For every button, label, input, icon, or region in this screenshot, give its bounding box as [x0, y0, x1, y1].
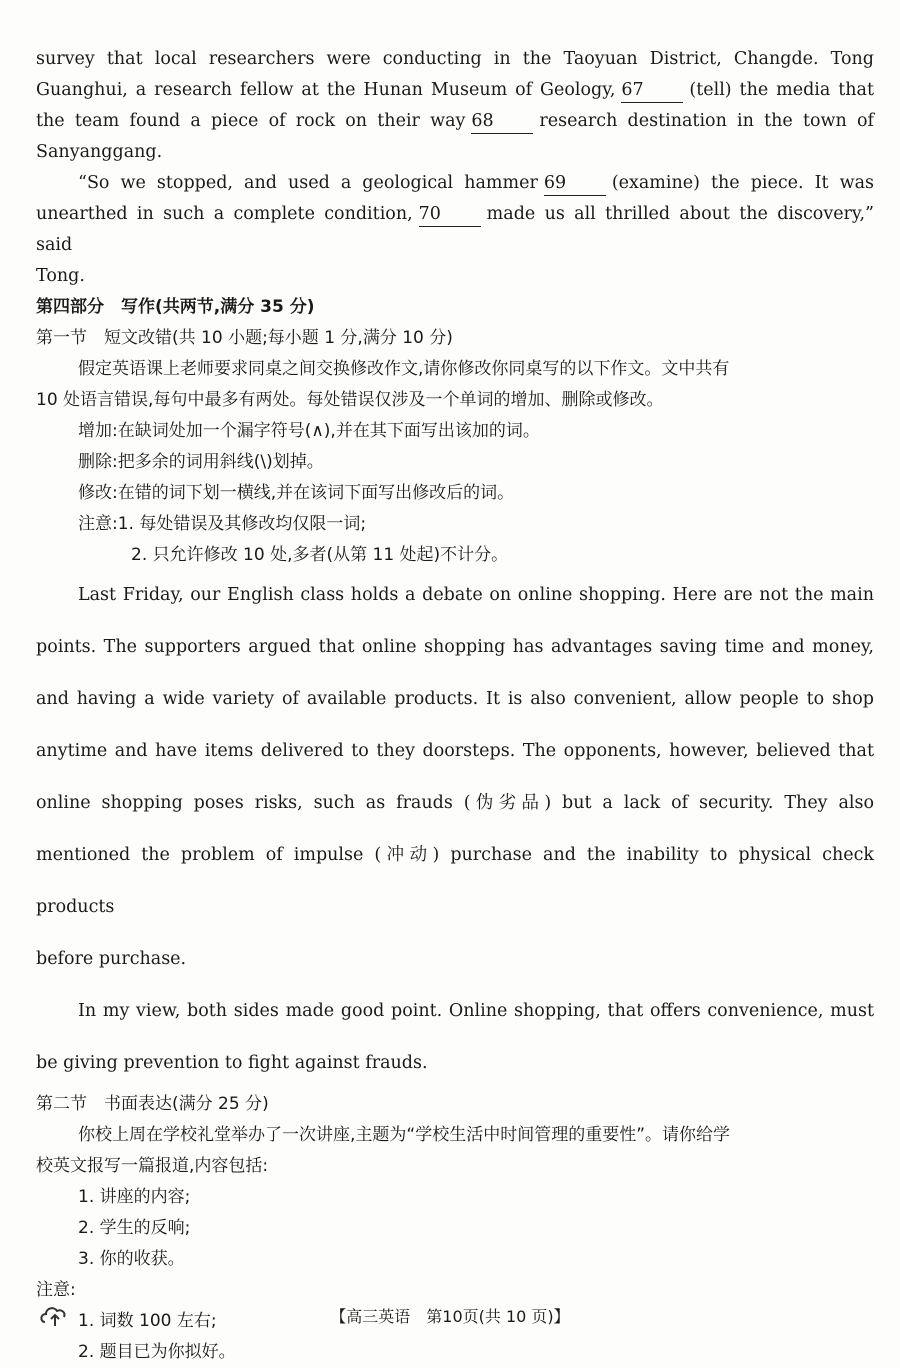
- passage-line-5: “So we stopped, and used a geological hammer 69 (examine) the piece. It was: [36, 168, 874, 199]
- passage-line-1: survey that local researchers were conducting in the Taoyuan District, Changde. Tong: [36, 49, 874, 69]
- note-1: 注意:1. 每处错误及其修改均仅限一词;: [78, 514, 367, 534]
- part4-heading: 第四部分 写作(共两节,满分 35 分): [36, 297, 315, 317]
- section2-note-2: 2. 题目已为你拟好。: [78, 1342, 236, 1362]
- blank-68[interactable]: 68: [471, 109, 533, 134]
- section1-intro-2: 10 处语言错误,每句中最多有两处。每处错误仅涉及一个单词的增加、删除或修改。: [36, 390, 664, 410]
- essay-line-9[interactable]: be giving prevention to fight against frauds.: [36, 1053, 428, 1073]
- section2-heading: 第二节 书面表达(满分 25 分): [36, 1094, 269, 1114]
- section2-intro-2: 校英文报写一篇报道,内容包括:: [36, 1156, 269, 1176]
- section2-note: 注意:: [36, 1280, 76, 1300]
- essay-line-1[interactable]: Last Friday, our English class holds a debate on online shopping. Here are not the main: [78, 585, 874, 605]
- passage-line-4: Sanyanggang.: [36, 142, 163, 162]
- rule-modify: 修改:在错的词下划一横线,并在该词下面写出修改后的词。: [78, 483, 515, 503]
- blank-69[interactable]: 69: [544, 171, 606, 196]
- passage-line-6: unearthed in such a complete condition, 70 made us all thrilled about the discovery,” said: [36, 204, 874, 255]
- essay-line-3[interactable]: and having a wide variety of available products. It is also convenient, allow people to shop: [36, 689, 874, 709]
- essay-line-4[interactable]: anytime and have items delivered to they doorsteps. The opponents, however, believed that: [36, 741, 874, 761]
- section2-note-1: 1. 词数 100 左右;: [78, 1311, 217, 1331]
- note-2: 2. 只允许修改 10 处,多者(从第 11 处起)不计分。: [131, 545, 509, 565]
- section1-intro-1: 假定英语课上老师要求同桌之间交换修改作文,请你修改你同桌写的以下作文。文中共有: [78, 359, 730, 379]
- essay-line-5[interactable]: online shopping poses risks, such as frauds (伪劣品) but a lack of security. They also: [36, 793, 874, 813]
- section2-item-3: 3. 你的收获。: [78, 1249, 185, 1269]
- section2-intro-1: 你校上周在学校礼堂举办了一次讲座,主题为“学校生活中时间管理的重要性”。请你给学: [78, 1125, 731, 1145]
- essay-line-6[interactable]: mentioned the problem of impulse (冲动) purchase and the inability to physical check products: [36, 845, 874, 917]
- rule-add: 增加:在缺词处加一个漏字符号(∧),并在其下面写出该加的词。: [78, 421, 540, 441]
- essay-line-2[interactable]: points. The supporters argued that online shopping has advantages saving time and money,: [36, 637, 874, 657]
- essay-line-7[interactable]: before purchase.: [36, 949, 187, 969]
- passage-line-7: Tong.: [36, 266, 85, 286]
- section2-item-2: 2. 学生的反响;: [78, 1218, 191, 1238]
- page-content: [36, 44, 874, 1368]
- rule-delete: 删除:把多余的词用斜线(\)划掉。: [78, 452, 324, 472]
- passage-line-2: Guanghui, a research fellow at the Hunan Museum of Geology, 67 (tell) the media that: [36, 75, 874, 106]
- blank-67[interactable]: 67: [621, 78, 683, 103]
- blank-70[interactable]: 70: [419, 202, 481, 227]
- section1-heading: 第一节 短文改错(共 10 小题;每小题 1 分,满分 10 分): [36, 328, 453, 348]
- essay: [36, 569, 874, 1089]
- essay-line-8[interactable]: In my view, both sides made good point. Online shopping, that offers convenience, must: [78, 1001, 874, 1021]
- passage-line-3: the team found a piece of rock on their way 68 research destination in the town of: [36, 106, 874, 137]
- section2-item-1: 1. 讲座的内容;: [78, 1187, 191, 1207]
- page-footer: 【高三英语 第10页(共 10 页)】: [330, 1307, 570, 1326]
